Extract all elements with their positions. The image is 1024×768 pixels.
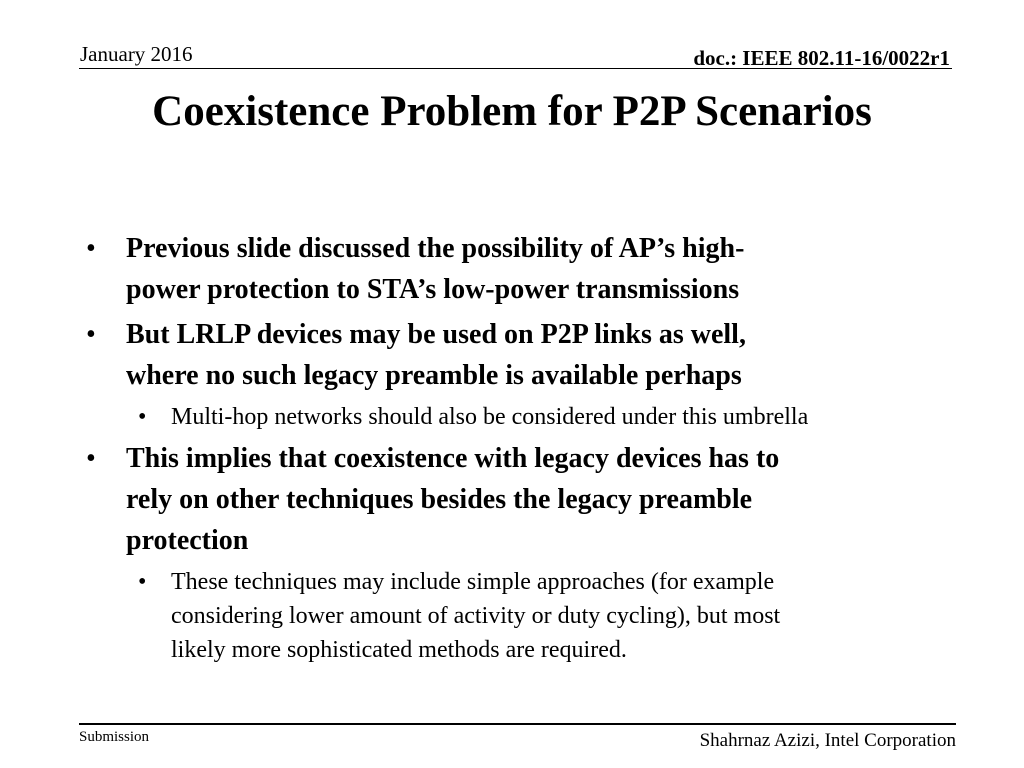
slide-title: Coexistence Problem for P2P Scenarios	[152, 88, 872, 135]
header-date: January 2016	[80, 42, 193, 66]
sub-bullet-item	[86, 400, 946, 434]
bullet-text-line: This implies that coexistence with legacy devices has to	[126, 443, 780, 474]
sub-bullet-text-line: Multi-hop networks should also be considered under this umbrella	[171, 404, 809, 430]
sub-bullet-item	[86, 565, 946, 667]
header-doc-id: doc.: IEEE 802.11-16/0022r1	[693, 46, 950, 70]
footer-author: Shahrnaz Azizi, Intel Corporation	[699, 730, 956, 751]
bullet-text-line: But LRLP devices may be used on P2P links as well,	[126, 319, 746, 350]
bullet-marker: •	[86, 319, 96, 350]
bullet-text-line: rely on other techniques besides the legacy preamble	[126, 484, 753, 515]
sub-bullet-text-line: likely more sophisticated methods are required.	[171, 637, 627, 663]
footer-divider	[79, 723, 956, 725]
bullet-text-line: Previous slide discussed the possibility of AP’s high-	[126, 233, 745, 264]
bullet-text-line: protection	[126, 525, 249, 556]
bullet-item	[86, 228, 946, 310]
header-divider	[79, 68, 952, 69]
sub-bullet-text-line: These techniques may include simple approaches (for example	[171, 569, 775, 595]
bullet-item	[86, 314, 946, 396]
sub-bullet-marker: •	[138, 404, 147, 430]
sub-bullet-text-line: considering lower amount of activity or duty cycling), but most	[171, 603, 781, 629]
bullet-list	[86, 228, 946, 671]
bullet-text-line: where no such legacy preamble is available perhaps	[126, 360, 742, 391]
bullet-item	[86, 438, 946, 561]
sub-bullet-marker: •	[138, 569, 147, 595]
bullet-text-line: power protection to STA’s low-power transmissions	[126, 274, 740, 305]
bullet-marker: •	[86, 233, 96, 264]
footer-submission: Submission	[79, 729, 150, 745]
bullet-marker: •	[86, 443, 96, 474]
